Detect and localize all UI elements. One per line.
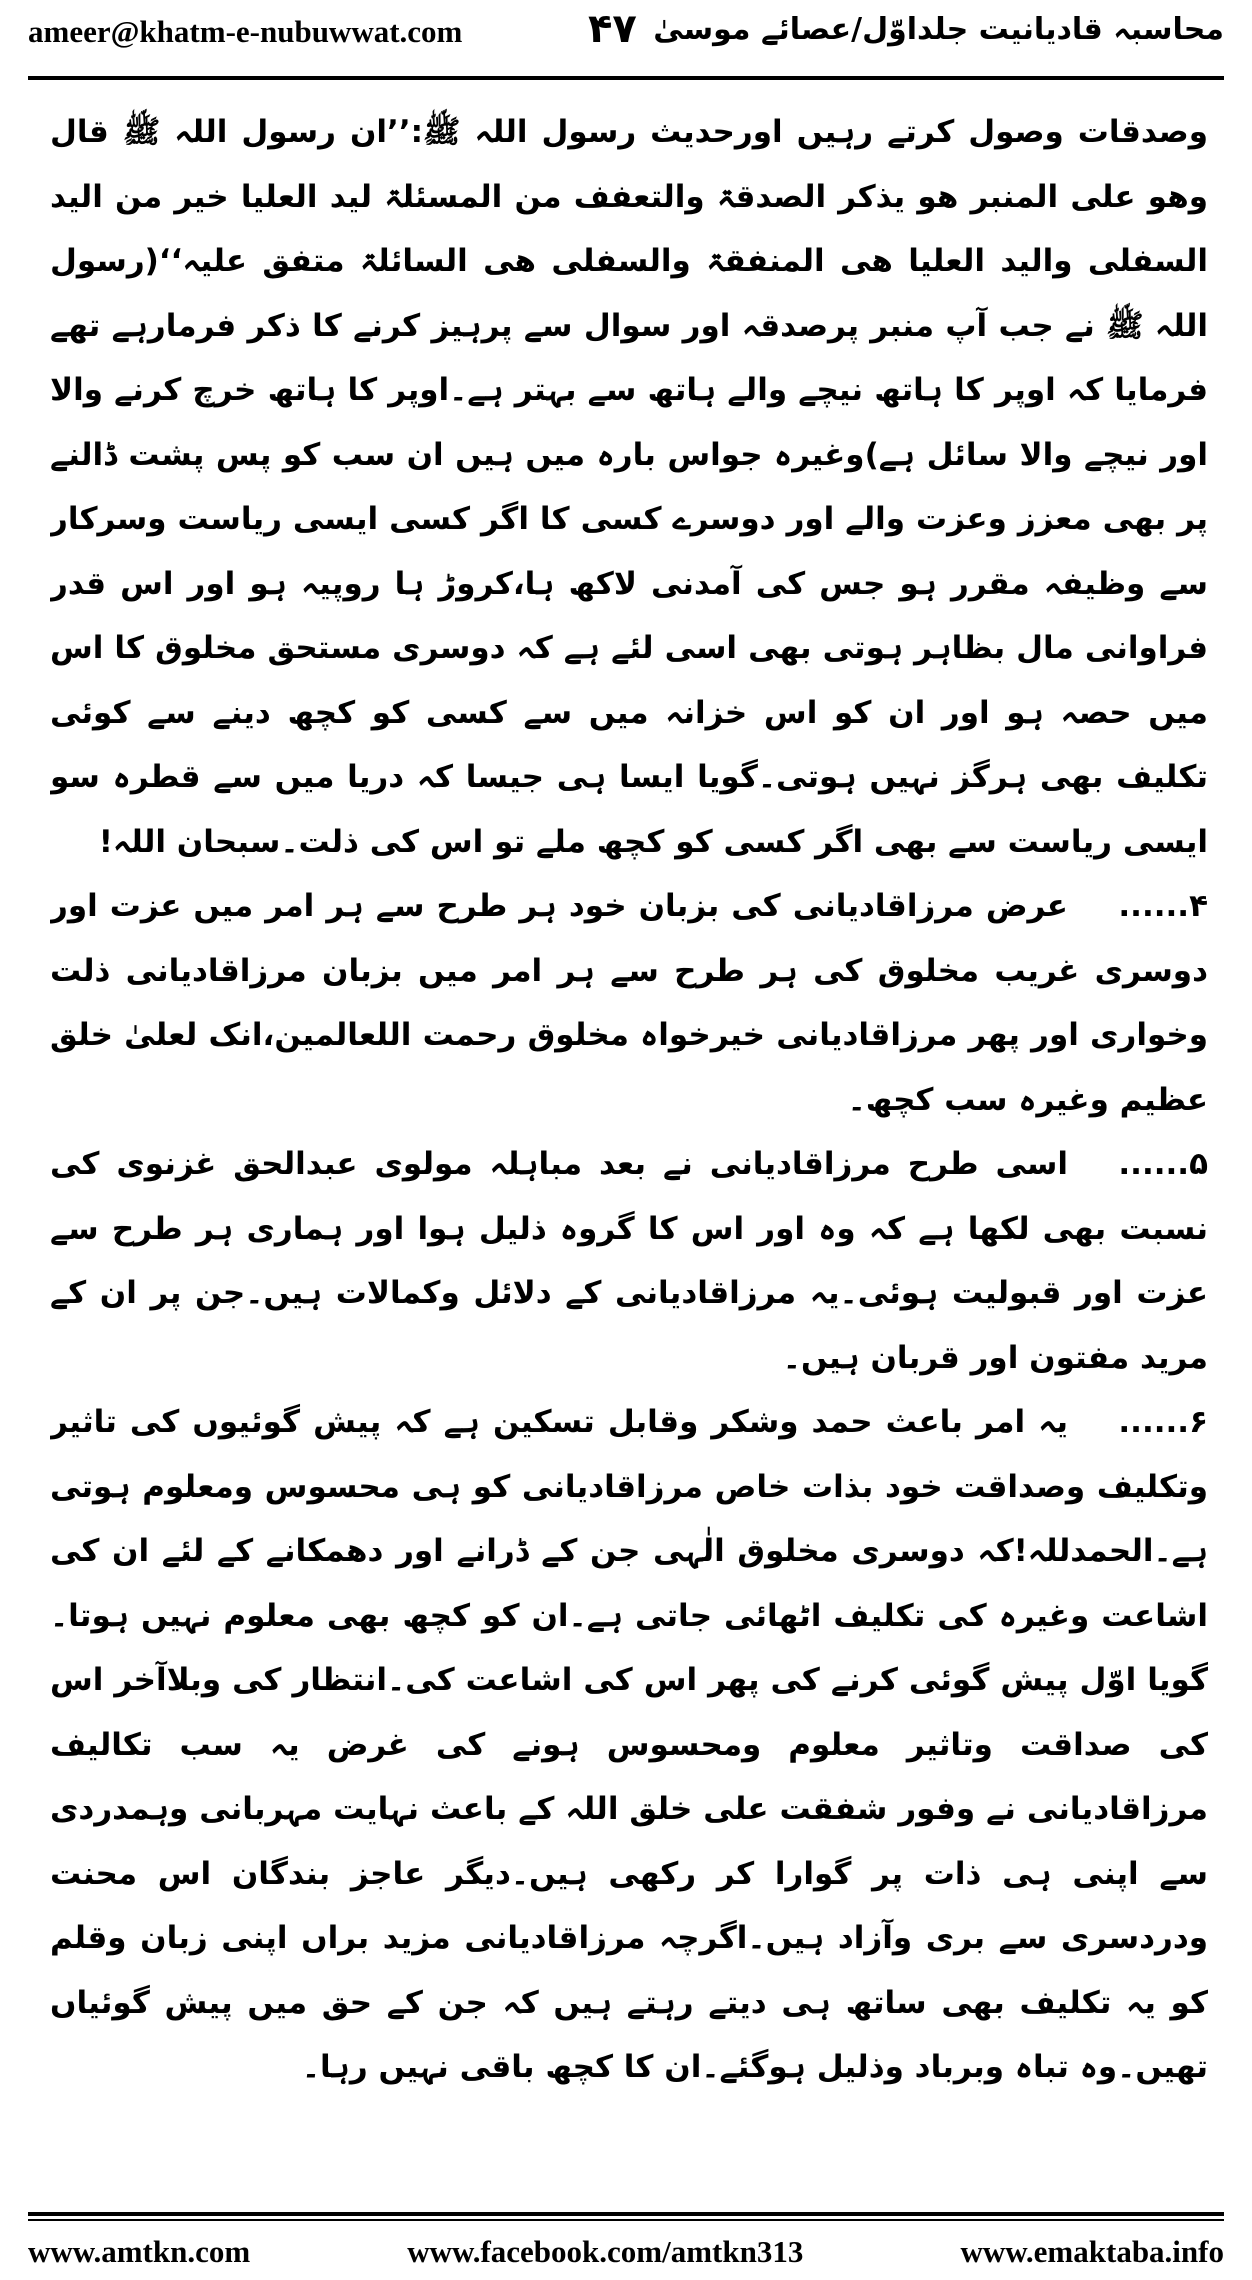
header-email[interactable]: ameer@khatm-e-nubuwwat.com	[28, 14, 463, 49]
intro-paragraph: وصدقات وصول کرتے رہیں اورحدیث رسول اللہ ﷺ:’’ان رسول اللہ ﷺ قال وھو علی المنبر ھو یذکر الصدقۃ والتعفف من المسئلۃ لید العلیا خیر من الید السفلی والید العلیا ھی المنفقۃ والسفلی ھی السائلۃ متفق علیہ‘‘(رسول اللہ ﷺ نے جب آپ منبر پرصدقہ اور سوال سے پرہیز کرنے کا ذکر فرمارہے تھے فرمایا کہ اوپر کا ہاتھ نیچے والے ہاتھ سے بہتر ہے۔اوپر کا ہاتھ خرچ کرنے والا اور نیچے والا سائل ہے)وغیرہ جواس بارہ میں ہیں ان سب کو پس پشت ڈالنے پر بھی معزز وعزت والے اور دوسرے کسی کا اگر کسی ایسی ریاست وسرکار سے وظیفہ مقرر ہو جس کی آمدنی لاکھ ہا،کروڑ ہا روپیہ ہو اور اس قدر فراوانی مال بظاہر ہوتی بھی اسی لئے ہے کہ دوسری مستحق مخلوق کا اس میں حصہ ہو اور ان کو اس خزانہ میں سے کسی کو کچھ دینے سے کوئی تکلیف بھی ہرگز نہیں ہوتی۔گویا ایسا ہی جیسا کہ دریا میں سے قطرہ سو ایسی ریاست سے بھی اگر کسی کو کچھ ملے تو اس کی ذلت۔سبحان اللہ!	[50, 114, 1208, 860]
page-footer	[28, 2228, 1224, 2276]
footer-divider-thin	[28, 2219, 1224, 2221]
paragraph-6-text: یہ امر باعث حمد وشکر وقابل تسکین ہے کہ پیش گوئیوں کی تاثیر وتکلیف وصداقت خود بذات خاص مرزاقادیانی کو ہی محسوس ومعلوم ہوتی ہے۔الحمدللہ!کہ دوسری مخلوق الٰہی جن کے ڈرانے اور دھمکانے کے لئے ان کی اشاعت وغیرہ کی تکلیف اٹھائی جاتی ہے۔ان کو کچھ بھی معلوم نہیں ہوتا۔گویا اوّل پیش گوئی کرنے کی پھر اس کی اشاعت کی۔انتظار کی وبلاآخر اس کی صداقت وتاثیر معلوم ومحسوس ہونے کی غرض یہ سب تکالیف مرزاقادیانی نے وفور شفقت علی خلق اللہ کے باعث نہایت مہربانی وہمدردی سے اپنی ہی ذات پر گوارا کر رکھی ہیں۔دیگر عاجز بندگان اس محنت ودردسری سے بری وآزاد ہیں۔اگرچہ مرزاقادیانی مزید براں اپنی زبان وقلم کو یہ تکلیف بھی ساتھ ہی دیتے رہتے ہیں کہ جن کے حق میں پیش گوئیاں تھیں۔وہ تباہ وبرباد وذلیل ہوگئے۔ان کا کچھ باقی نہیں رہا۔	[50, 1404, 1208, 2085]
footer-link-amtkn[interactable]: www.amtkn.com	[28, 2234, 251, 2269]
paragraph-4-number: ۴......	[1118, 888, 1208, 924]
footer-link-facebook[interactable]: www.facebook.com/amtkn313	[407, 2234, 804, 2269]
paragraph-5	[50, 1132, 1208, 1390]
page-body	[50, 100, 1208, 2128]
paragraph-6-number: ۶......	[1118, 1404, 1208, 1440]
paragraph-4	[50, 874, 1208, 1132]
paragraph-4-text: عرض مرزاقادیانی کی بزبان خود ہر طرح سے ہر امر میں عزت اور دوسری غریب مخلوق کی ہر طرح سے ہر امر میں بزبان مرزاقادیانی ذلت وخواری اور پھر مرزاقادیانی خیرخواہ مخلوق رحمت اللعالمین،انک لعلیٰ خلق عظیم وغیرہ سب کچھ۔	[50, 888, 1208, 1118]
header-divider	[28, 76, 1224, 80]
footer-divider	[28, 2212, 1224, 2216]
book-title: محاسبہ قادیانیت جلداوّل/عصائے موسیٰ	[653, 12, 1224, 47]
paragraph-5-number: ۵......	[1118, 1146, 1208, 1182]
footer-link-emaktaba[interactable]: www.emaktaba.info	[960, 2234, 1224, 2269]
paragraph-6	[50, 1390, 1208, 2100]
page-header	[28, 0, 1224, 70]
paragraph-5-text: اسی طرح مرزاقادیانی نے بعد مباہلہ مولوی عبدالحق غزنوی کی نسبت بھی لکھا ہے کہ وہ اور اس کا گروہ ذلیل ہوا اور ہماری ہر طرح سے عزت اور قبولیت ہوئی۔یہ مرزاقادیانی کے دلائل وکمالات ہیں۔جن پر ان کے مرید مفتون اور قربان ہیں۔	[50, 1146, 1208, 1376]
page-number: ۴۷	[588, 6, 637, 52]
